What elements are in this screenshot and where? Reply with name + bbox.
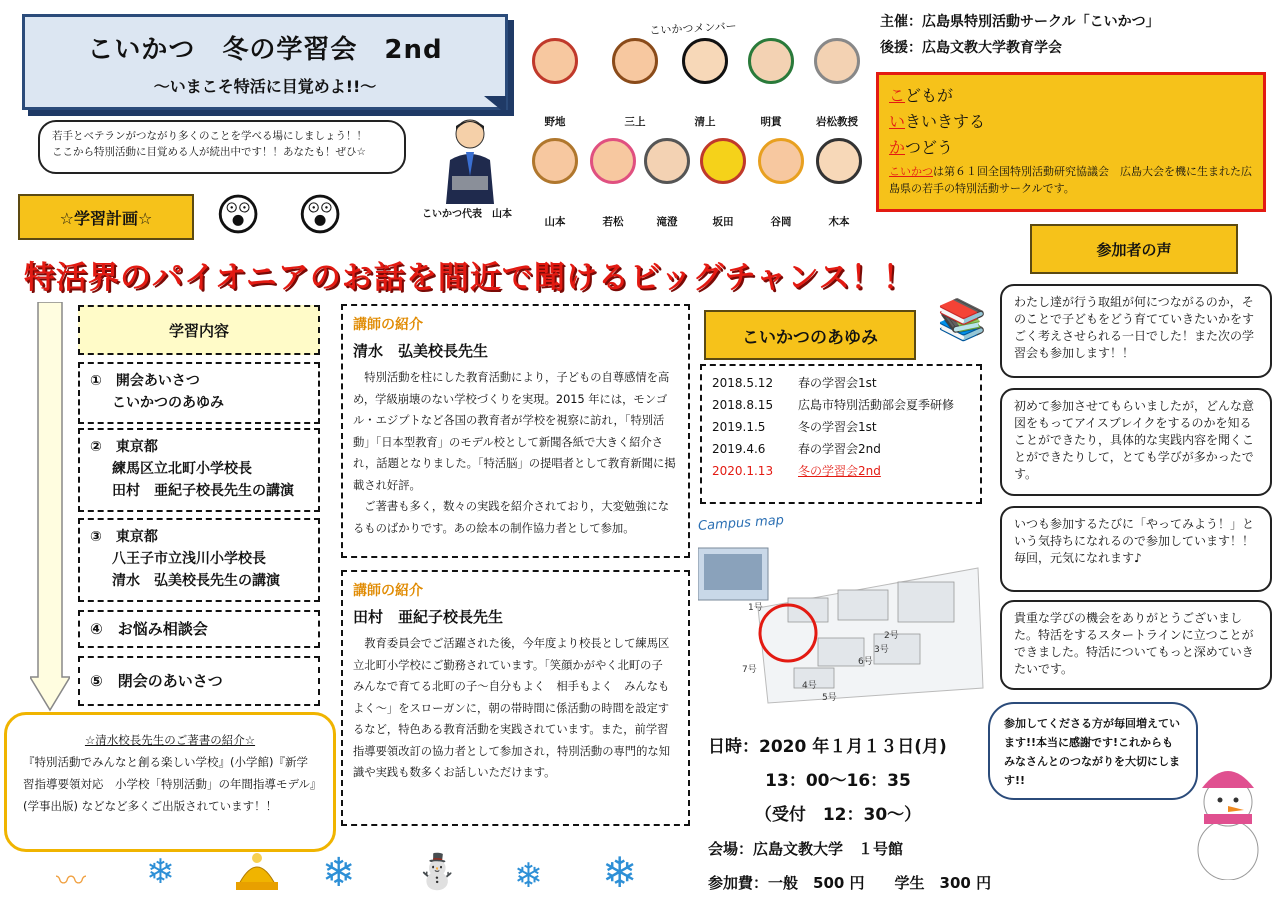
history-row-highlight — [712, 460, 970, 482]
snowflake-icon: ❄ — [514, 856, 543, 896]
plan-item-line: 清水 弘美校長先生の講演 — [112, 573, 280, 589]
member-name: 明貫 — [760, 116, 782, 128]
member-name: 坂田 — [712, 216, 734, 228]
history-date: 2018.8.15 — [712, 398, 774, 412]
member — [525, 38, 585, 129]
history-event: 広島市特別活動部会夏季研修 — [798, 398, 955, 412]
members-area — [525, 30, 870, 230]
lecturer2-paragraph1: 教育委員会でご活躍された後，今年度より校長として練馬区立北町小学校にご勤務されています。「笑顔かがやく北町の子 みんなで育てる北町の子〜自分もよく 相手もよく みんなもよく〜」をスローガンに，朝の帯時間に係活動の時間を設定するなど，特色ある教育活動を実践されています。また，前学習指導要領改訂の協力者として参加され，特別活動の専門的な知識や実践も数多くお話しいただけます。 — [353, 637, 675, 779]
mission-desc-text: は第６１回全国特別活動研究協議会 広島大会を機に生まれた広島県の若手の特別活動サークルです。 — [889, 165, 1252, 195]
svg-text:4号: 4号 — [802, 681, 817, 691]
organizer: 主催：広島県特別活動サークル「こいかつ」 — [880, 14, 1160, 30]
svg-text:7号: 7号 — [742, 665, 757, 675]
member — [583, 138, 643, 229]
snowflake-icon: ❄ — [602, 848, 638, 897]
plan-item-1 — [78, 362, 320, 424]
mission-description — [889, 163, 1253, 197]
title-tail — [484, 96, 506, 114]
plan-item-line: ⑤ 閉会のあいさつ — [90, 672, 223, 690]
title-box — [22, 14, 508, 110]
mission-line1 — [889, 83, 1253, 109]
member-avatar — [700, 138, 746, 184]
plan-item-3 — [78, 518, 320, 602]
page-title: こいかつ 冬の学習会 2nd — [87, 35, 443, 65]
surprised-face-icon: 😲 — [215, 190, 261, 241]
member-avatar — [814, 38, 860, 84]
snowflake-icon: ❄ — [322, 850, 356, 896]
books-heading: ☆清水校長先生のご著書の紹介☆ — [84, 733, 256, 747]
plan-item-line: 八王子市立浅川小学校長 — [112, 551, 266, 567]
lecturer1-box — [341, 304, 690, 558]
svg-text:3号: 3号 — [874, 645, 889, 655]
lecturer2-name: 田村 亜紀子校長先生 — [353, 608, 504, 626]
snowman-icon — [1180, 750, 1276, 880]
voice-card-2 — [1000, 388, 1272, 496]
lecturer1-paragraph1: 特別活動を柱にした教育活動により，子どもの自尊感情を高め，学級崩壊のない学校づくりを実現。2015 年には，モンゴル・エジプトなど各国の教育者が学校を視察に訪れ，「特別活動」「日本型教育」のモデル校として新聞各紙で大きく紹介され，話題となりました。「特活脳」の提唱者として教育新聞に掲載され好評。 — [353, 371, 676, 492]
leader-illustration — [438, 114, 502, 204]
mission-initial: い — [889, 112, 906, 131]
member — [809, 138, 869, 229]
member — [525, 138, 585, 229]
history-row — [712, 372, 970, 394]
snowman-bubble-text: 参加してくださる方が毎回増えています!!本当に感謝です!これからもみなさんとのつながりを大切にします!! — [1004, 717, 1180, 787]
lecturer1-name: 清水 弘美校長先生 — [353, 342, 489, 360]
snowman-illustration — [1180, 750, 1276, 880]
snowflake-icon: ❄ — [146, 852, 175, 892]
plan-heading-box — [78, 305, 320, 355]
campus-map-label: Campus map — [697, 513, 785, 534]
svg-text:6号: 6号 — [858, 657, 873, 667]
snowman-small-icon: ⛄ — [416, 852, 459, 892]
member — [675, 38, 735, 129]
plan-item-4 — [78, 610, 320, 648]
member-name: 谷岡 — [770, 216, 792, 228]
plan-item-line: 練馬区立北町小学校長 — [112, 461, 252, 477]
scarf-icon: 〰 — [56, 864, 86, 899]
event-date: 日時：2020 年１月１３日(月) — [708, 737, 947, 757]
members-heading: こいかつメンバー — [649, 19, 737, 38]
history-date: 2019.1.5 — [712, 420, 766, 434]
event-venue: 会場：広島文教大学 １号館 — [708, 840, 904, 858]
plan-item-line: ② 東京都 — [90, 439, 158, 455]
voices-ribbon — [1030, 224, 1238, 274]
member — [751, 138, 811, 229]
member-name: 野地 — [544, 116, 566, 128]
member-avatar — [612, 38, 658, 84]
supporter: 後援：広島文教大学教育学会 — [880, 40, 1062, 56]
member-avatar — [644, 138, 690, 184]
voice-card-4 — [1000, 600, 1272, 690]
books-body: 『特別活動でみんなと創る楽しい学校』(小学館)『新学習指導要領対応 小学校「特別活動」の年間指導モデル』(学事出版) などなど多くご出版されています！！ — [23, 755, 316, 813]
lecturer2-label: 講師の紹介 — [353, 583, 423, 599]
voice-text: 初めて参加させてもらいましたが，どんな意図をもってアイスブレイクをするのかを知ることができたり，具体的な実践内容を聞くことができたりして，とても学びが多かったです。 — [1014, 399, 1255, 481]
children-reading-icon: 📚 — [937, 297, 987, 343]
history-date: 2019.4.6 — [712, 442, 766, 456]
member-name: 山本 — [544, 216, 566, 228]
event-info — [708, 730, 998, 900]
mission-text: つどう — [905, 138, 954, 157]
plan-item-line: 田村 亜紀子校長先生の講演 — [112, 483, 294, 499]
voice-text: 貴重な学びの機会をありがとうございました。特活をするスタートラインに立つことができました。特活についてもっと深めていきたいです。 — [1014, 611, 1254, 676]
history-row — [712, 416, 970, 438]
member — [693, 138, 753, 229]
history-event: 冬の学習会2nd — [798, 464, 881, 478]
study-plan-ribbon — [18, 194, 194, 240]
plan-item-2 — [78, 428, 320, 512]
voice-text: いつも参加するたびに「やってみよう！」という気持ちになれるので参加しています！！毎回，元気になれます♪ — [1014, 517, 1255, 565]
hat-illustration — [232, 852, 282, 892]
plan-item-5 — [78, 656, 320, 706]
member-avatar — [758, 138, 804, 184]
voice-text: わたし達が行う取組が何につながるのか，そのことで子どもをどう育てていきたいかをすごく考えさせられる一日でした！また次の学習会も参加します！！ — [1014, 295, 1255, 360]
history-event: 冬の学習会1st — [798, 420, 877, 434]
history-heading: こいかつのあゆみ — [742, 327, 878, 348]
snowman-speech-bubble — [988, 702, 1198, 800]
event-fee: 参加費：一般 500 円 学生 300 円 — [708, 874, 992, 892]
mission-line3 — [889, 135, 1253, 161]
member-avatar — [532, 38, 578, 84]
svg-text:2号: 2号 — [884, 631, 899, 641]
plan-item-line: ④ お悩み相談会 — [90, 620, 208, 638]
knit-hat-icon — [232, 852, 282, 892]
member-name: 木本 — [828, 216, 850, 228]
plan-item-line: ③ 東京都 — [90, 529, 158, 545]
history-event: 春の学習会2nd — [798, 442, 881, 456]
svg-text:5号: 5号 — [822, 693, 837, 703]
member-name: 若松 — [602, 216, 624, 228]
leader-caption: こいかつ代表 山本 — [422, 209, 512, 220]
plan-heading: 学習内容 — [168, 321, 229, 340]
down-arrow-icon — [30, 302, 70, 712]
campus-map-icon — [698, 538, 988, 708]
mission-initial: か — [889, 138, 906, 157]
study-plan-label: ☆学習計画☆ — [59, 208, 153, 228]
page-subtitle: 〜いまこそ特活に目覚めよ!!〜 — [153, 77, 377, 96]
lecturer1-paragraph2: ご著書も多く，数々の実践を紹介されており，大変勉強になるものばかりです。あの絵本の制作協力者として参加。 — [353, 500, 670, 535]
history-date: 2018.5.12 — [712, 376, 774, 390]
member-avatar — [816, 138, 862, 184]
member — [741, 38, 801, 129]
lecturer1-label: 講師の紹介 — [353, 317, 423, 333]
event-reception: （受付 12：30〜） — [754, 805, 922, 825]
member — [637, 138, 697, 229]
surprised-face-icon: 😲 — [297, 190, 343, 241]
plan-item-line: ① 開会あいさつ — [90, 373, 200, 389]
flow-arrow — [30, 302, 70, 712]
member-avatar — [682, 38, 728, 84]
voice-card-3 — [1000, 506, 1272, 592]
history-ribbon — [704, 310, 916, 360]
history-box — [700, 364, 982, 504]
leader-speech-bubble — [38, 120, 406, 174]
history-event: 春の学習会1st — [798, 376, 877, 390]
books-box — [4, 712, 336, 852]
member-name: 滝澄 — [656, 216, 678, 228]
plan-item-line: こいかつのあゆみ — [112, 395, 224, 411]
mission-line2 — [889, 109, 1253, 135]
history-date: 2020.1.13 — [712, 464, 774, 478]
member-avatar — [590, 138, 636, 184]
mission-text: どもが — [905, 86, 954, 105]
event-time: 13：00〜16：35 — [765, 771, 911, 791]
headline: 特活界のパイオニアのお話を間近で聞けるビッグチャンス！！ — [24, 260, 915, 296]
lecturer2-box — [341, 570, 690, 826]
member-name: 岩松教授 — [816, 116, 858, 128]
member-avatar — [748, 38, 794, 84]
history-row — [712, 394, 970, 416]
member — [807, 38, 867, 129]
member-avatar — [532, 138, 578, 184]
voices-heading: 参加者の声 — [1096, 240, 1172, 259]
leader-bubble-line2: ここから特別活動に目覚める人が続出中です！！あなたも！ぜひ☆ — [52, 146, 366, 158]
member-name: 清上 — [694, 116, 716, 128]
campus-map — [698, 538, 988, 708]
voice-card-1 — [1000, 284, 1272, 378]
mission-box — [876, 72, 1266, 212]
mission-desc-highlight: こいかつ — [889, 165, 933, 178]
svg-text:1号: 1号 — [748, 603, 763, 613]
mission-text: きいきする — [905, 112, 986, 131]
mission-initial: こ — [889, 86, 906, 105]
member-name: 三上 — [624, 116, 646, 128]
leader-bubble-line1: 若手とベテランがつながり多くのことを学べる場にしましょう！！ — [52, 130, 367, 142]
member — [605, 38, 665, 129]
history-row — [712, 438, 970, 460]
businessman-icon — [438, 114, 502, 204]
